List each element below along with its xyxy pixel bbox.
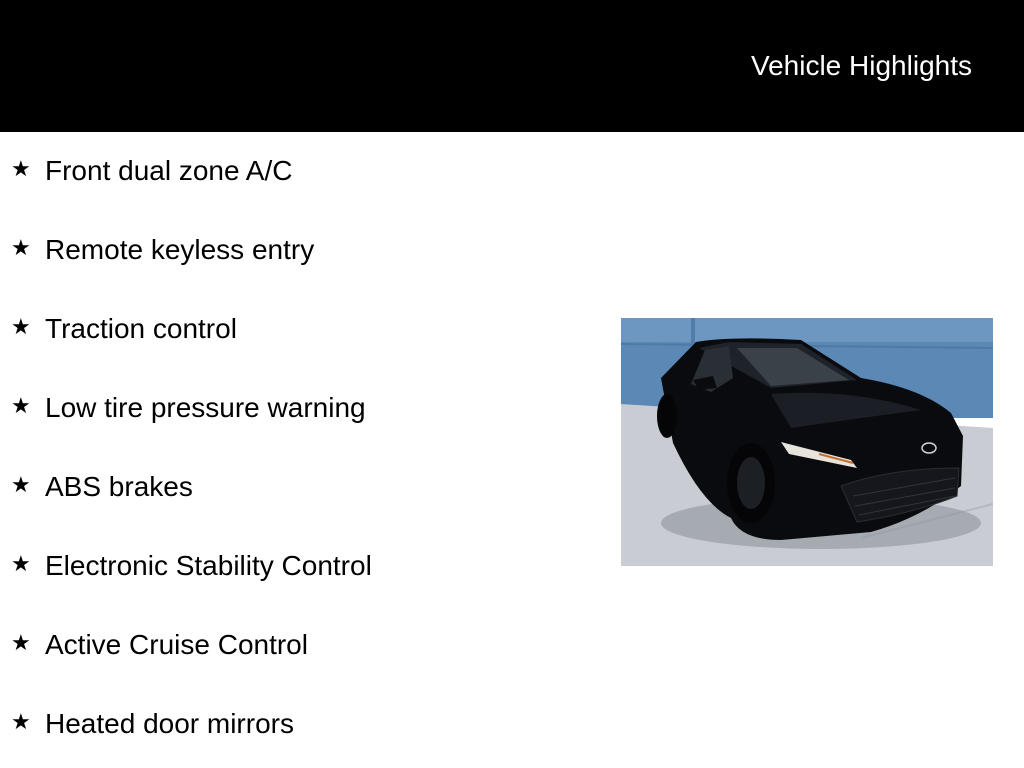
header-bar [0,0,1024,132]
star-icon: ★ [11,157,31,182]
black-sedan-photo [621,318,993,566]
feature-item [0,211,600,290]
feature-label: Electronic Stability Control [45,550,372,581]
feature-label: Heated door mirrors [45,708,294,739]
feature-label: Front dual zone A/C [45,155,293,186]
feature-label: Low tire pressure warning [45,392,366,423]
feature-label: Active Cruise Control [45,629,308,660]
feature-item [0,132,600,211]
star-icon: ★ [11,710,31,735]
star-icon: ★ [11,236,31,261]
feature-label: Remote keyless entry [45,234,315,265]
star-icon: ★ [11,315,31,340]
feature-item [0,448,600,527]
feature-item [0,290,600,369]
page-title: Vehicle Highlights [750,50,972,81]
feature-label: Traction control [45,313,237,344]
feature-item [0,527,600,606]
feature-item [0,606,600,685]
star-icon: ★ [11,631,31,656]
star-icon: ★ [11,552,31,577]
feature-list [0,132,600,764]
feature-item [0,685,600,764]
star-icon: ★ [11,473,31,498]
feature-item [0,369,600,448]
star-icon: ★ [11,394,31,419]
vehicle-photo [621,318,993,566]
feature-label: ABS brakes [45,471,193,502]
